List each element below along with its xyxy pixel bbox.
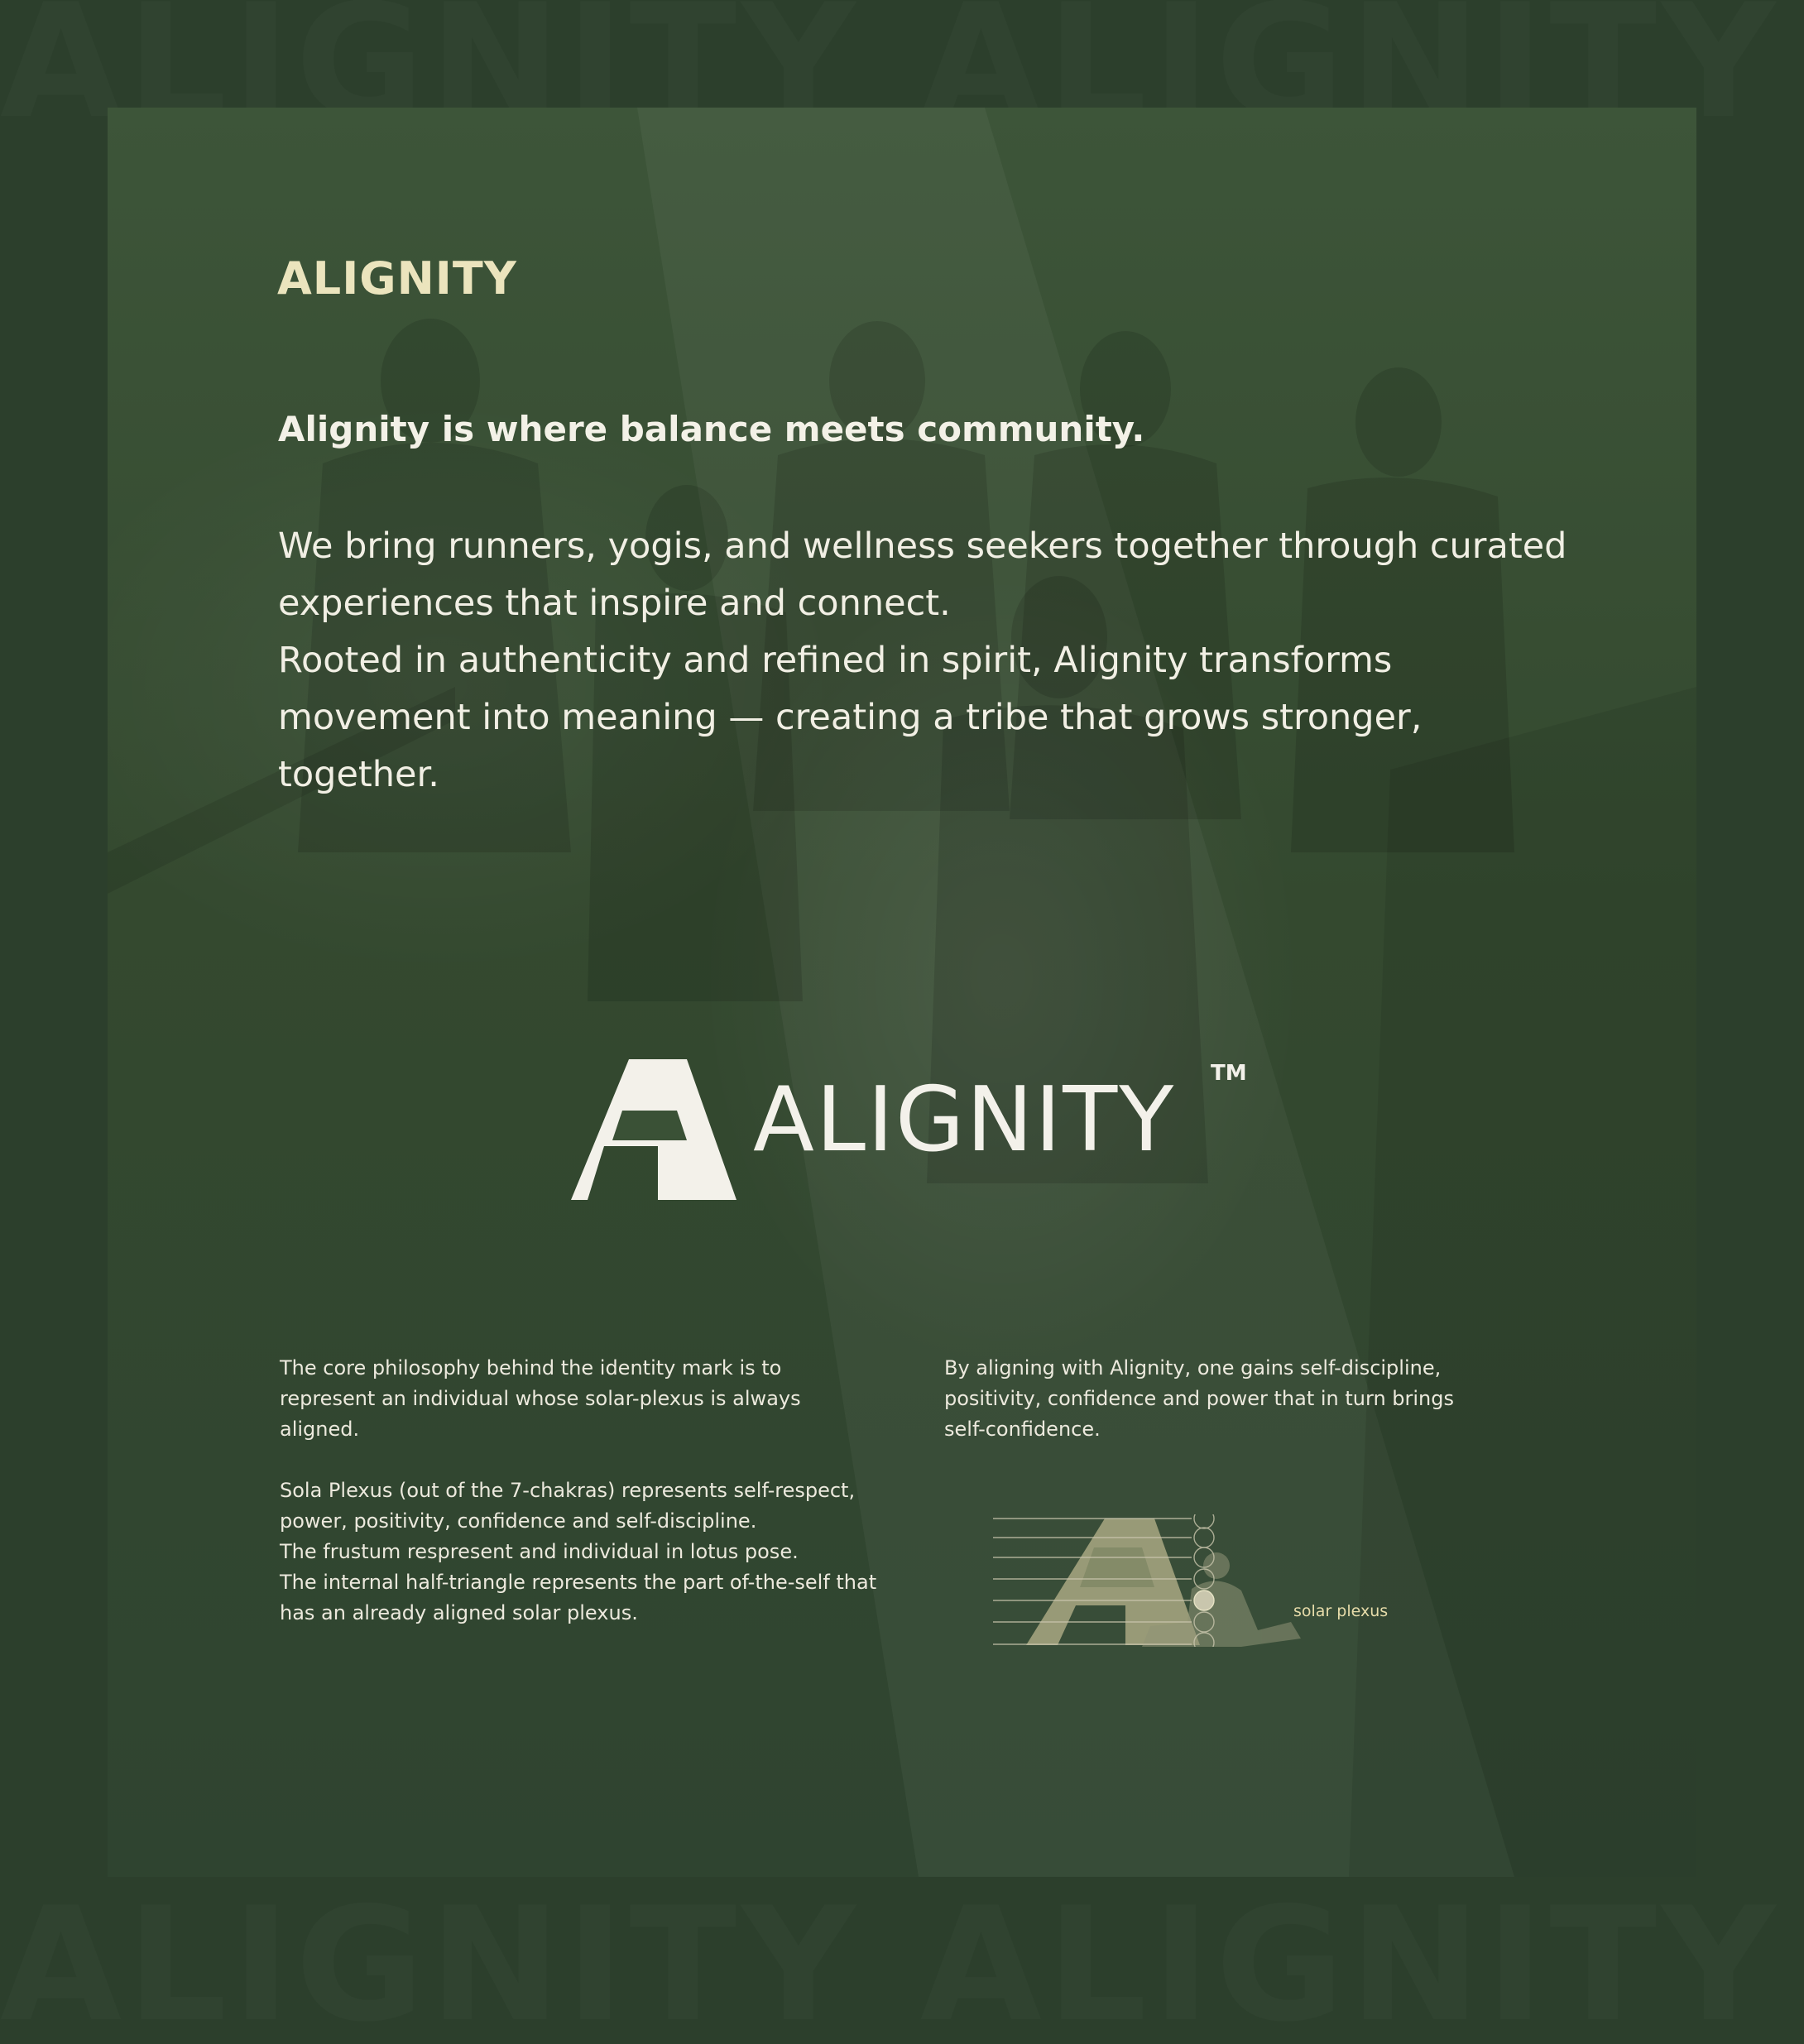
hero-panel: [108, 108, 1696, 1877]
philosophy-line: The internal half-triangle represents the part of-the-self that: [280, 1571, 877, 1594]
intro-line: Rooted in authenticity and refined in spirit, Alignity transforms: [278, 640, 1393, 681]
philosophy-line: The frustum respresent and individual in lotus pose.: [280, 1540, 799, 1563]
philosophy-line: By aligning with Alignity, one gains self-discipline,: [944, 1356, 1442, 1379]
philosophy-line: The core philosophy behind the identity mark is to: [280, 1356, 782, 1379]
philosophy-line: power, positivity, confidence and self-discipline.: [280, 1509, 757, 1533]
intro-line: movement into meaning — creating a tribe that grows stronger, together.: [278, 697, 1423, 795]
philosophy-line: has an already aligned solar plexus.: [280, 1601, 638, 1624]
alignity-a-mark-icon: [571, 1051, 745, 1208]
philosophy-line: represent an individual whose solar-plexus is always: [280, 1387, 801, 1410]
philosophy-left-column: [280, 1353, 909, 1629]
logo-wordmark: ALIGNITY: [753, 1068, 1176, 1172]
intro-line: We bring runners, yogis, and wellness seekers together through curated: [278, 525, 1567, 567]
philosophy-line: positivity, confidence and power that in turn brings: [944, 1387, 1455, 1410]
philosophy-line: Sola Plexus (out of the 7-chakras) represents self-respect,: [280, 1479, 856, 1502]
intro-paragraph: [278, 518, 1569, 804]
brand-title: ALIGNITY: [277, 252, 517, 305]
intro-line: experiences that inspire and connect.: [278, 583, 951, 624]
trademark-symbol: TM: [1211, 1061, 1247, 1086]
chakra-alignment-diagram-icon: [993, 1514, 1390, 1647]
background-watermark-bottom: [0, 1887, 1804, 2044]
solar-plexus-label: solar plexus: [1293, 1602, 1389, 1620]
tagline: Alignity is where balance meets community.: [278, 409, 1145, 449]
alignity-logo: [571, 1051, 1266, 1241]
philosophy-line: self-confidence.: [944, 1418, 1101, 1441]
philosophy-right-column: [944, 1353, 1523, 1445]
philosophy-line: aligned.: [280, 1418, 360, 1441]
